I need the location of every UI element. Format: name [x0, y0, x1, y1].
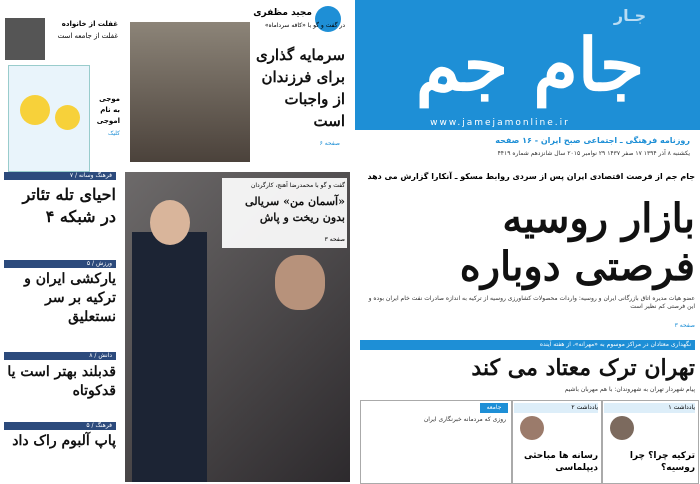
lead-body: عضو هیات مدیره اتاق بازرگانی ایران و روسیه: واردات محصولات کشاورزی روسیه از ترکیه به اندازه صادرات نفت خام ایران بوده و این فرصتی کم نظیر است	[368, 295, 695, 310]
left-item-4[interactable]	[4, 422, 116, 430]
box3-label: یادداشت ۱	[604, 403, 695, 413]
story-kicker-sub: در گفت و گو با «کافه سرداماه»	[264, 22, 345, 29]
box1-label: جامعه	[480, 403, 508, 413]
second-strip: نگهداری معتادان در مراکز موسوم به «مهرانه»، از هفته آینده	[360, 340, 695, 350]
box1-text: روزی که مردمانه خبرنگاری ایران	[423, 416, 506, 423]
police-figure	[132, 232, 207, 482]
story-photo	[130, 22, 250, 162]
mag-line3: اموجی	[96, 117, 120, 125]
actor-face	[275, 255, 325, 310]
left-headline-3[interactable]: قدبلند بهتر است یا قدکوتاه	[7, 364, 116, 399]
police-face	[150, 200, 190, 245]
mag-line1: موجی	[99, 95, 120, 103]
section-label: فرهنگ وسانه / ۷	[4, 172, 116, 180]
portrait-photo	[5, 18, 45, 60]
lead-page: صفحه ۳	[674, 322, 695, 329]
teaser-line2: غفلت از جامعه است	[57, 32, 118, 40]
emoji-icon	[20, 95, 50, 125]
section-label: دانش / ۸	[4, 352, 116, 360]
second-headline[interactable]: تهران ترک معتاد می کند	[471, 355, 695, 381]
lead-kicker: جام جم از فرصت اقتصادی ایران پس از سردی روابط مسکو ـ آنکارا گزارش می دهد	[367, 172, 695, 181]
left-item-2[interactable]	[4, 260, 116, 268]
caption-page: صفحه ۳	[324, 236, 345, 243]
box3-title: ترکیه چرا؟ چرا روسیه؟	[629, 451, 695, 473]
masthead-badge: جـار	[613, 6, 647, 25]
left-item-3[interactable]	[4, 352, 116, 360]
dateline: یکشنبه ۸ آذر ۱۳۹۴ ۱۷ صفر ۱۴۳۷ ۲۹ نوامبر ۲۰۱۵ سال شانزدهم شماره ۴۴۱۹	[497, 150, 690, 157]
left-item-1[interactable]	[4, 172, 116, 180]
emoji-icon	[55, 105, 80, 130]
site-url[interactable]: www.jamejamonline.ir	[430, 118, 570, 128]
tagline: روزنامه فرهنگی ـ اجتماعی صبح ایران - ۱۶ صفحه	[495, 136, 690, 145]
lead-headline-line1: بازار روسیه	[502, 195, 695, 242]
mag-line2: به نام	[100, 106, 120, 114]
lead-headline[interactable]	[360, 195, 695, 291]
teaser-line1: غفلت از خانواده	[61, 20, 118, 28]
story-title[interactable]: سرمایه گذاری برای فرزندان از واجبات است	[255, 46, 345, 130]
avatar	[520, 416, 544, 440]
left-headline-1[interactable]: احیای تله تئاتر در شبکه ۴	[22, 185, 116, 226]
avatar	[610, 416, 634, 440]
story-kicker-name: مجید مظفری	[253, 8, 312, 18]
caption-kicker: گفت و گو با محمدرضا آهنج، کارگردان	[250, 182, 345, 189]
section-label: فرهنگ / ۵	[4, 422, 116, 430]
caption-title[interactable]: «آسمان من» سریالی بدون ریخت و پاش	[245, 195, 345, 224]
left-headline-2[interactable]: یارکشی ایران و ترکیه بر سر نستعلیق	[24, 271, 116, 325]
lead-headline-line2: فرصتی دوباره	[459, 243, 695, 290]
box2-label: یادداشت ۲	[514, 403, 598, 413]
left-headline-4[interactable]: پاپ آلبوم راک داد	[12, 433, 116, 449]
story-page: صفحه ۶	[319, 140, 340, 147]
second-sub: پیام شهردار تهران به شهروندان: با هم مهربان باشیم	[564, 386, 695, 393]
logo: جام جم	[415, 22, 645, 107]
mag-tag: کلیک	[107, 130, 120, 137]
section-label: ورزش / ۵	[4, 260, 116, 268]
box2-title: رسانه ها مباحثی دیپلماسی	[523, 451, 598, 473]
